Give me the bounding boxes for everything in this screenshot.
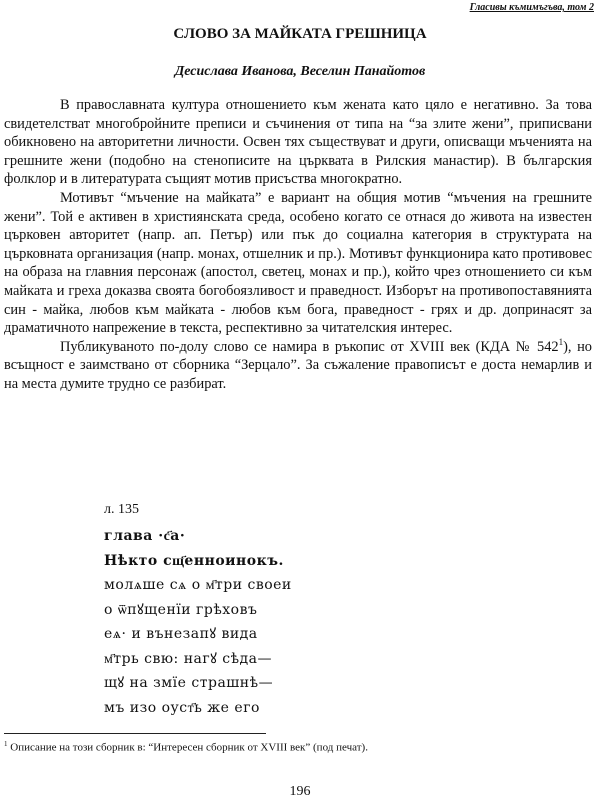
paragraph-3-text-b: ), но всъщност е заимствано от сборника “Зерцало”. За съжаление правописът е доста немарлив и на места думите трудно се разбират.	[4, 338, 592, 392]
manuscript-line: мъ изо оуст҃ь же его	[104, 699, 260, 716]
manuscript-line: еѧ· и вънезапꙋ вида	[104, 626, 258, 642]
footnote	[4, 740, 596, 754]
manuscript-line: молѧше сѧ о м҃три своеи	[104, 577, 292, 593]
paragraph-2: Мотивът “мъчение на майката” е вариант на общия мотив “мъчения на грешните жени”. Той е активен в християнската среда, особено когато се отнася до живота на известен църковен авторитет (напр. ап. Петър) или пък до социална категория в структурата на църковната организация (напр. монах, отшелник и пр.). Мотивът функционира като противовес на образа на главния персонаж (апостол, светец, монах и пр.), който чрез отношението си към майката и греха доказва своята богобоязливост и праведност. Изборът на противопоставянията син - майка, любов към майката - любов към бога, праведност - грях и др. допринасят за драматичното напрежение в текста, респективно за читателския интерес.	[4, 189, 592, 337]
paragraph-3-text-a: Публикуваното по-долу слово се намира в ръкопис от XVIII век (КДА № 542	[60, 338, 559, 355]
paragraph-1: В православната култура отношението към жената като цяло е негативно. За това свидетелстват многобройните преписи и съчинения от типа на “за злите жени”, приписвани обикновено на авторитетни личности. Освен тях съществуват и други, описващи мъченията на грешните жени (подобно на стенописите на църквата в Рилския манастир). В българския фолклор и в литературата същият мотив присъства многократно.	[4, 97, 592, 188]
article-title: СЛОВО ЗА МАЙКАТА ГРЕШНИЦА	[173, 26, 427, 42]
footnote-text: Описание на този сборник в: “Интересен сборник от XVIII век” (под печат).	[7, 741, 368, 754]
manuscript-excerpt	[104, 502, 292, 720]
manuscript-line: щꙋ на змїе страшнѣ—	[104, 675, 274, 691]
article-authors: Десислава Иванова, Веселин Панайотов	[174, 64, 426, 79]
footnote-reference[interactable]: 1	[558, 336, 564, 347]
footnote-marker: 1	[4, 740, 8, 748]
running-header: Гласивы къмимъгъва, том 2	[469, 2, 594, 13]
manuscript-page-reference: л. 135	[104, 502, 139, 517]
manuscript-line: глава ·с҃а·	[104, 528, 186, 544]
article-body	[4, 96, 592, 394]
paragraph-3	[4, 338, 592, 394]
page-number: 196	[289, 784, 311, 799]
footnote-divider	[4, 733, 266, 734]
manuscript-line: м҃трь свю: нагꙋ сѣда—	[104, 650, 272, 667]
manuscript-line: о ѿпꙋщенїи грѣховъ	[104, 601, 258, 618]
manuscript-line: Нѣкто сщ҃енноинокъ.	[104, 552, 284, 569]
